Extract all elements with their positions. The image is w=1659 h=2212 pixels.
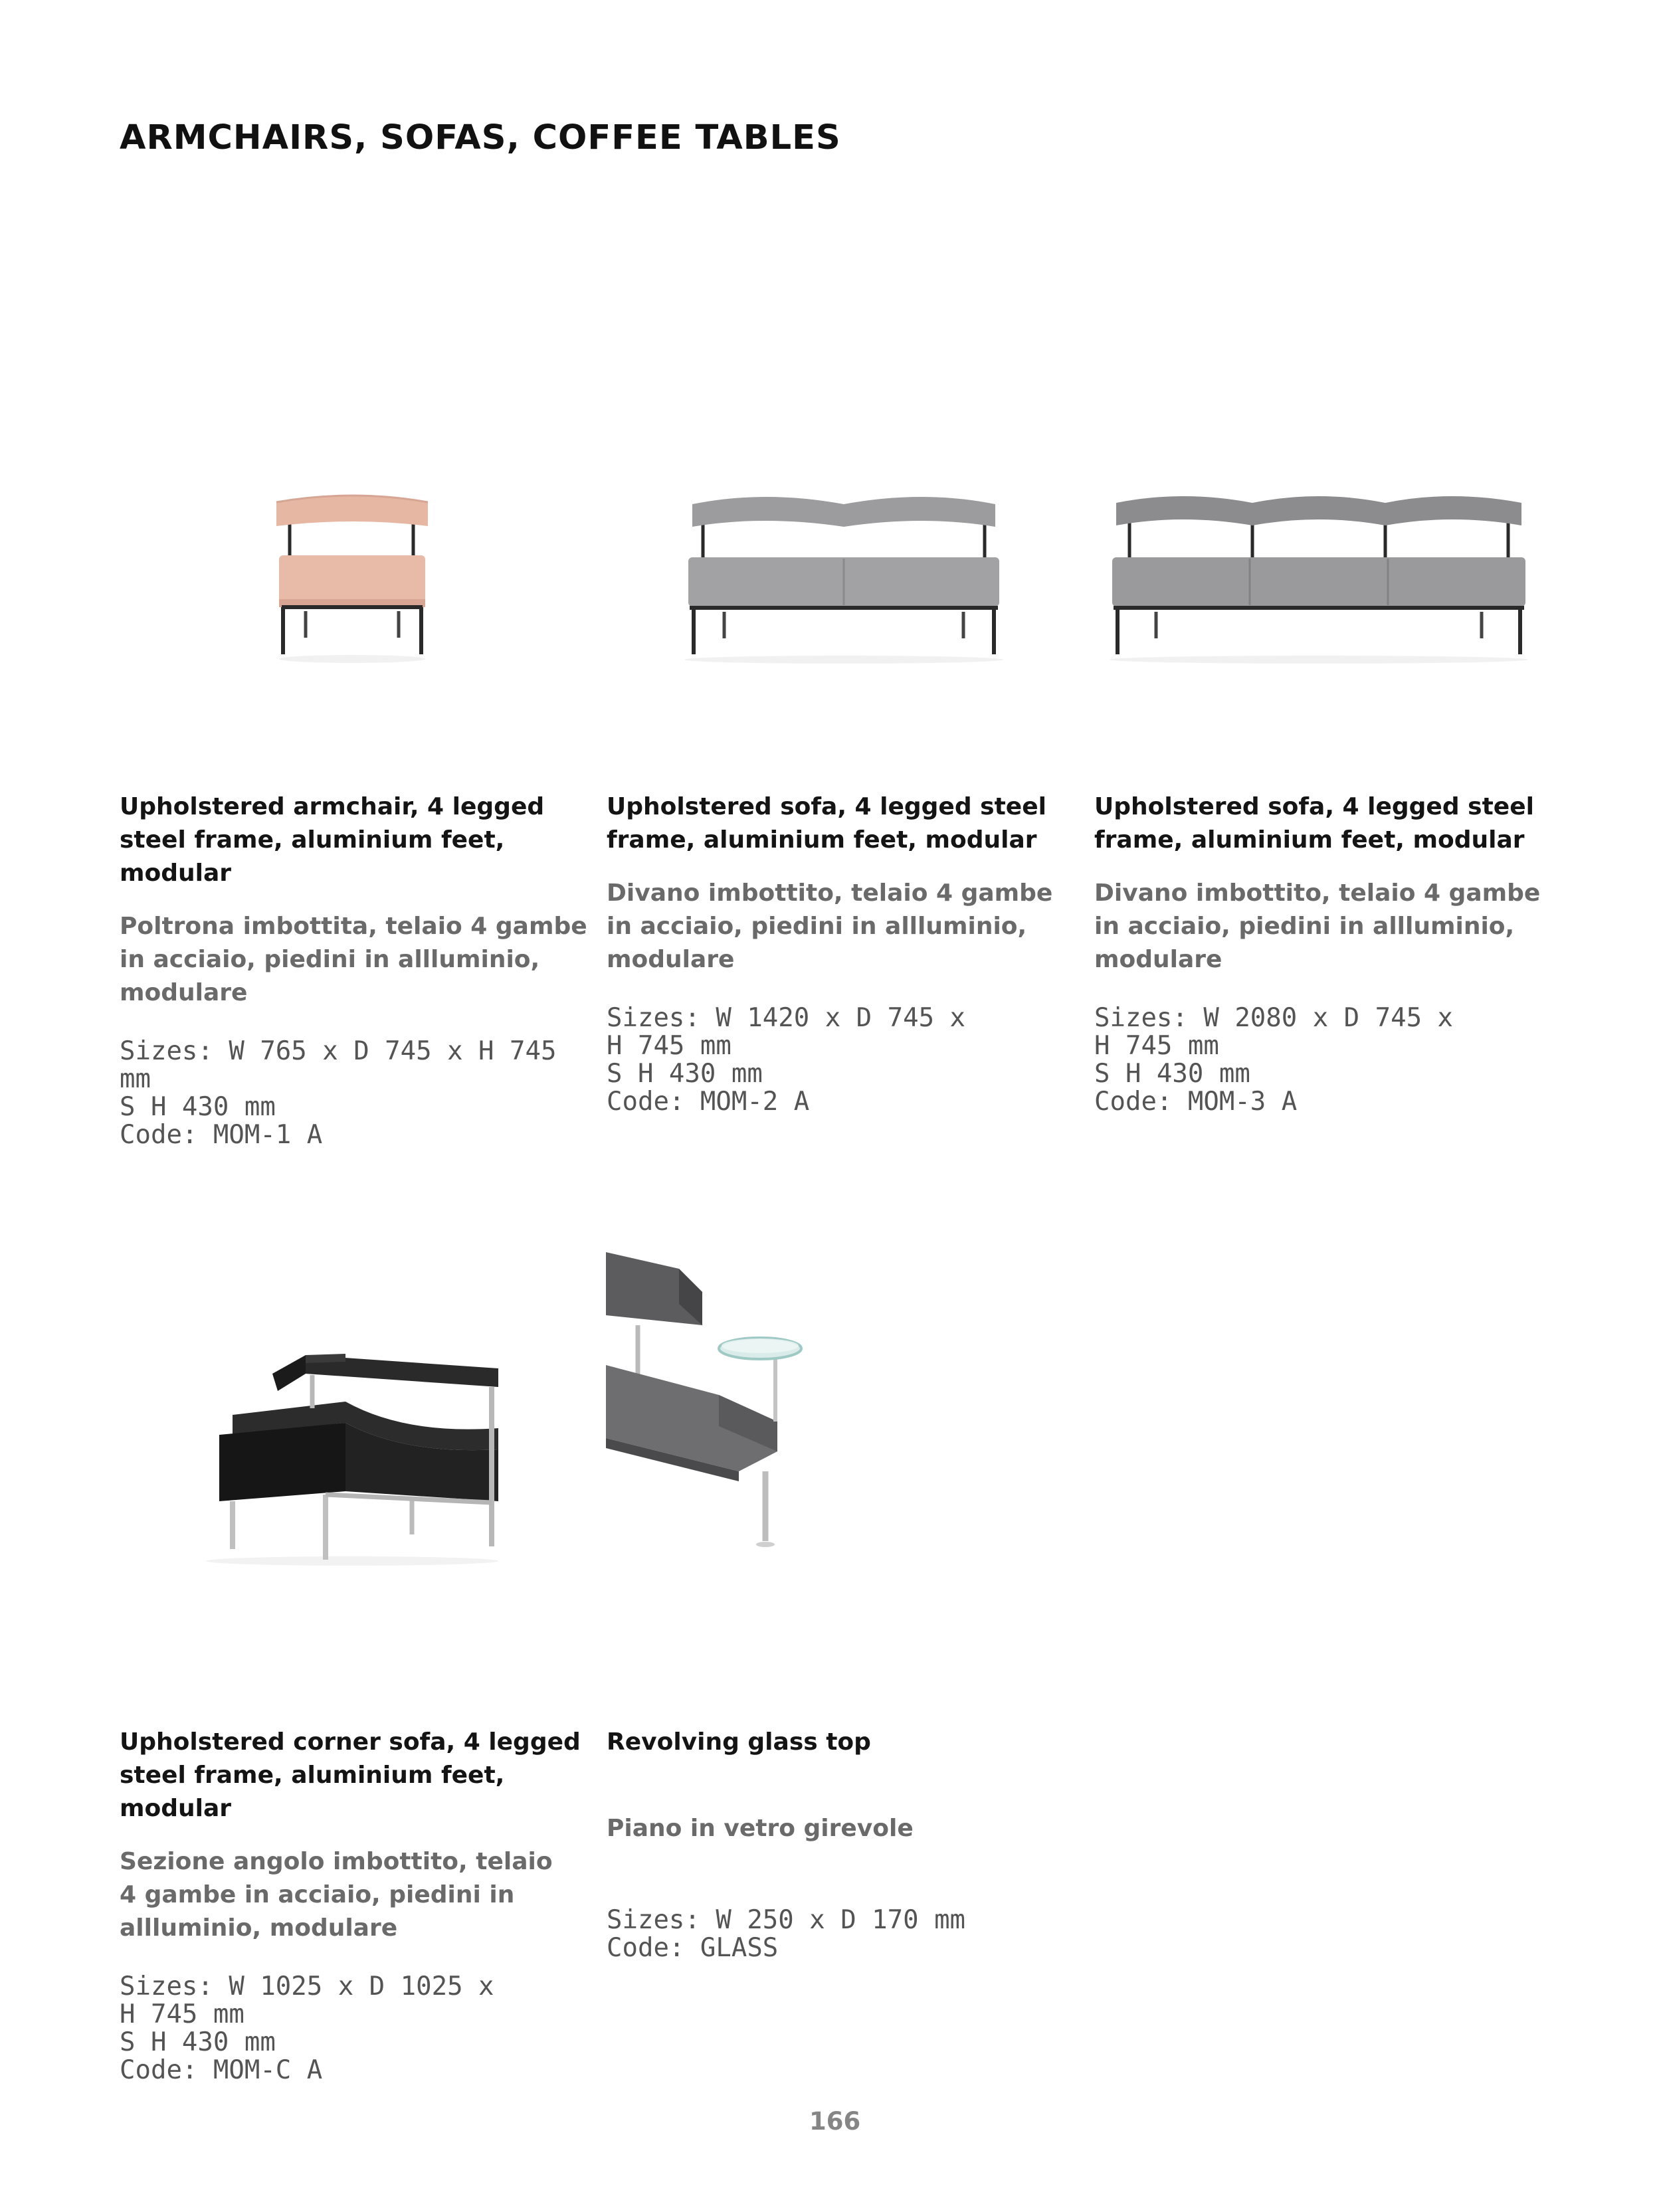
page-number: 166 — [809, 2107, 861, 2136]
armchair-image — [266, 485, 439, 664]
product-title-en: Upholstered armchair, 4 legged steel frame, aluminium feet, modular — [120, 793, 545, 887]
product-title-en: Upholstered sofa, 4 legged steel frame, aluminium feet, modular — [1094, 793, 1534, 854]
product-title-it: Poltrona imbottita, telaio 4 gambe in acciaio, piedini in allluminio, modulare — [120, 913, 587, 1006]
product-title-en: Upholstered corner sofa, 4 legged steel frame, aluminium feet, modular — [120, 1728, 581, 1822]
product-title-it: Divano imbottito, telaio 4 gambe in acciaio, piedini in allluminio, modulare — [607, 879, 1053, 973]
product-title-en: Upholstered sofa, 4 legged steel frame, aluminium feet, modular — [607, 793, 1046, 854]
product-two-seat-sofa — [607, 790, 1085, 1116]
corner-sofa-image — [193, 1335, 512, 1568]
product-specs: Sizes: W 765 x D 745 x H 745 mm S H 430 mm Code: MOM-1 A — [120, 1036, 557, 1150]
two-seat-sofa-image — [678, 488, 1010, 664]
product-title-en: Revolving glass top — [607, 1728, 871, 1756]
product-glass-top — [607, 1726, 1085, 1962]
product-title-it: Divano imbottito, telaio 4 gambe in acciaio, piedini in allluminio, modulare — [1094, 879, 1541, 973]
product-corner-sofa — [120, 1726, 598, 2084]
product-specs: Sizes: W 2080 x D 745 x H 745 mm S H 430 mm Code: MOM-3 A — [1094, 1003, 1454, 1117]
product-specs: Sizes: W 250 x D 170 mm Code: GLASS — [607, 1905, 966, 1963]
product-title-it: Sezione angolo imbottito, telaio 4 gambe in acciaio, piedini in allluminio, modulare — [120, 1848, 553, 1942]
product-specs: Sizes: W 1025 x D 1025 x H 745 mm S H 430 mm Code: MOM-C A — [120, 1972, 494, 2085]
page-title: ARMCHAIRS, SOFAS, COFFEE TABLES — [120, 118, 841, 157]
product-armchair — [120, 790, 598, 1149]
glass-top-image — [606, 1252, 805, 1564]
product-title-it: Piano in vetro girevole — [607, 1815, 914, 1842]
product-specs: Sizes: W 1420 x D 745 x H 745 mm S H 430 mm Code: MOM-2 A — [607, 1003, 966, 1117]
three-seat-sofa-image — [1103, 488, 1535, 664]
product-three-seat-sofa — [1094, 790, 1573, 1116]
